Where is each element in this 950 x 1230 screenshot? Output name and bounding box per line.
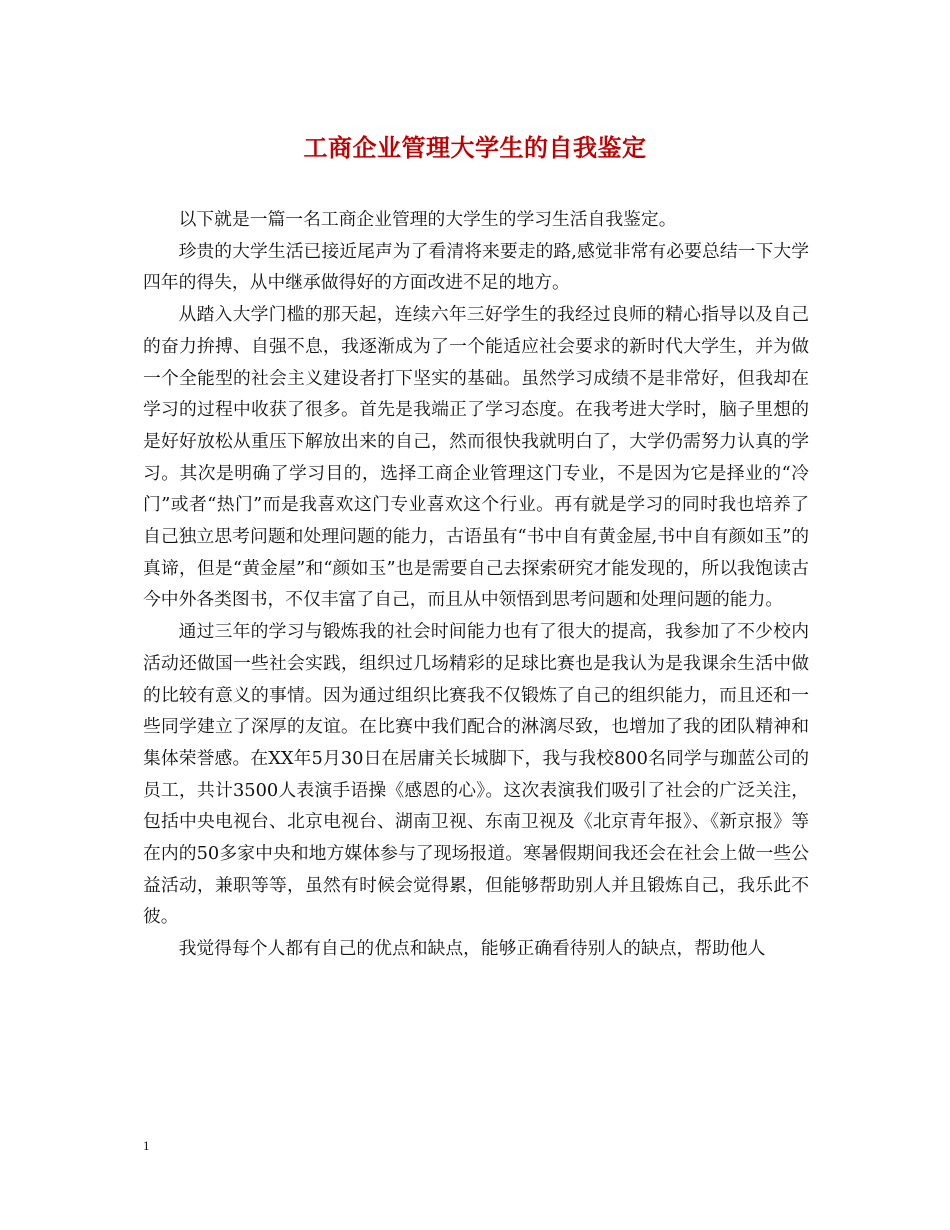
document-title: 工商企业管理大学生的自我鉴定 xyxy=(303,133,647,162)
page-number: 1 xyxy=(143,1138,150,1153)
document-body xyxy=(143,204,809,965)
paragraph-intro: 以下就是一篇一名工商企业管理的大学生的学习生活自我鉴定。 xyxy=(178,209,677,230)
paragraph-summary: 珍贵的大学生活已接近尾声为了看清将来要走的路,感觉非常有必要总结一下大学四年的得失，从中继承做得好的方面改进不足的地方。 xyxy=(143,240,809,294)
paragraph-strengths: 我觉得每个人都有自己的优点和缺点，能够正确看待别人的缺点，帮助他人 xyxy=(178,938,766,960)
paragraph-study: 从踏入大学门槛的那天起，连续六年三好学生的我经过良师的精心指导以及自己的奋力拚搏、自强不息，我逐渐成为了一个能适应社会要求的新时代大学生，并为做一个全能型的社会主义建设者打下坚实的基础。虽然学习成绩不是非常好，但我却在学习的过程中收获了很多。首先是我端正了学习态度。在我考进大学时，脑子里想的是好好放松从重压下解放出来的自己，然而很快我就明白了，大学仍需努力认真的学习。其次是明确了学习目的，选择工商企业管理这门专业，不是因为它是择业的“冷门”或者“热门”而是我喜欢这门专业喜欢这个行业。再有就是学习的同时我也培养了自己独立思考问题和处理问题的能力，古语虽有“书中自有黄金屋,书中自有颜如玉”的真谛，但是“黄金屋”和“颜如玉”也是需要自己去探索研究才能发现的，所以我饱读古今中外各类图书，不仅丰富了自己，而且从中领悟到思考问题和处理问题的能力。 xyxy=(143,304,809,611)
paragraph-practice: 通过三年的学习与锻炼我的社会时间能力也有了很大的提高，我参加了不少校内活动还做国一些社会实践，组织过几场精彩的足球比赛也是我认为是我课余生活中做的比较有意义的事情。因为通过组织比赛我不仅锻炼了自己的组织能力，而且还和一些同学建立了深厚的友谊。在比赛中我们配合的淋漓尽致，也增加了我的团队精神和集体荣誉感。在XX年5月30日在居庸关长城脚下，我与我校800名同学与珈蓝公司的员工，共计3500人表演手语操《感恩的心》。这次表演我们吸引了社会的广泛关注，包括中央电视台、北京电视台、湖南卫视、东南卫视及《北京青年报》、《新京报》等在内的50多家中央和地方媒体参与了现场报道。寒暑假期间我还会在社会上做一些公益活动，兼职等等，虽然有时候会觉得累，但能够帮助别人并且锻炼自己，我乐此不彼。 xyxy=(143,621,809,928)
